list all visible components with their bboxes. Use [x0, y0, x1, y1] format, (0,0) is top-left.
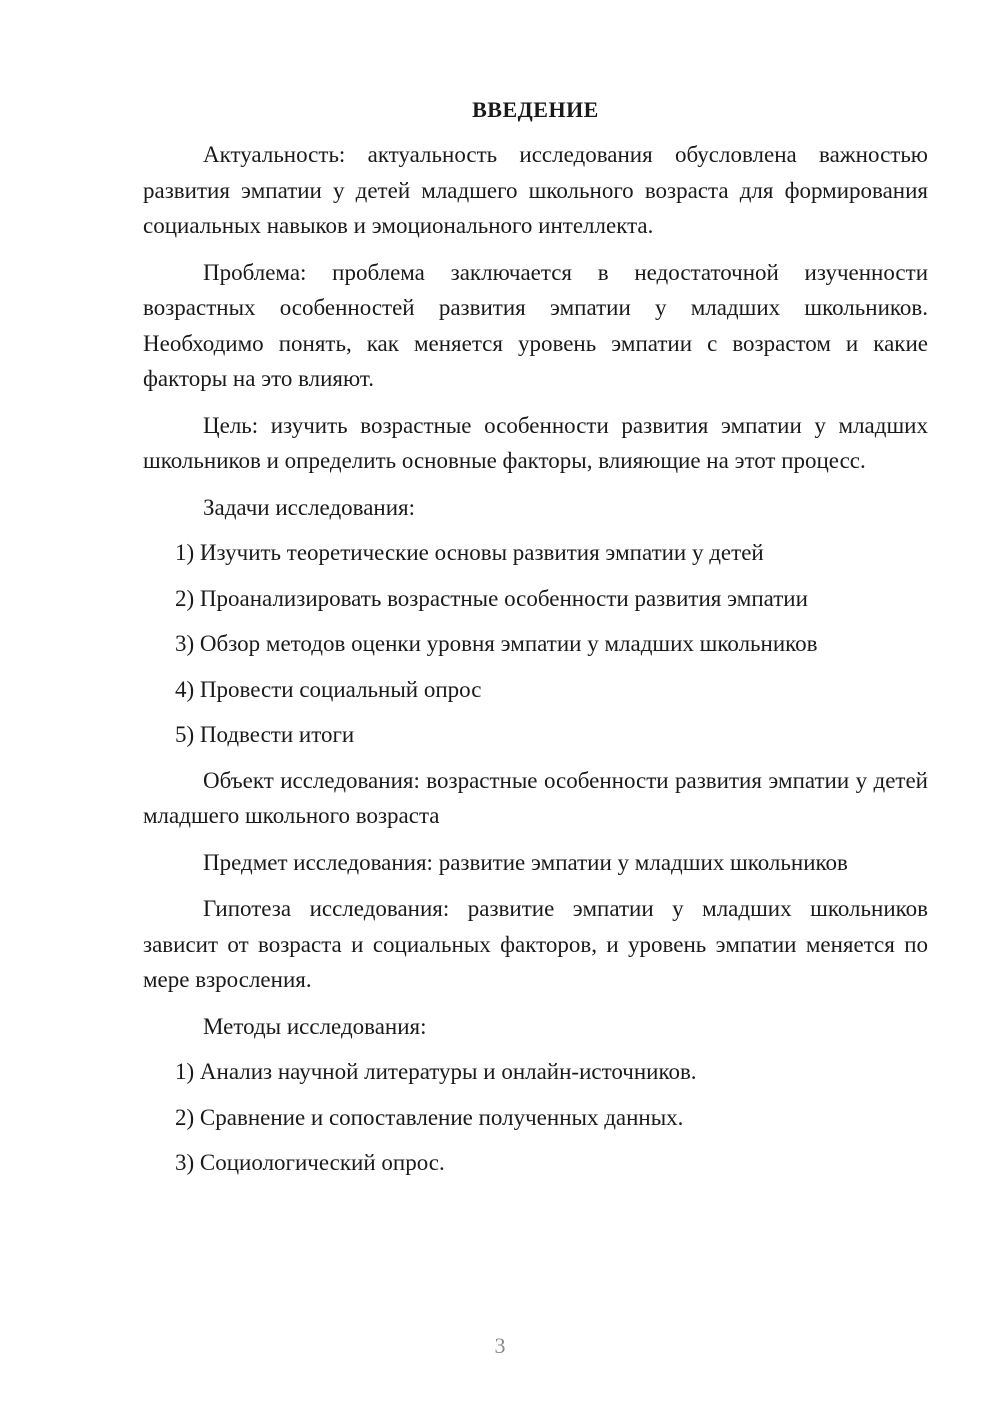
paragraph-hypothesis: Гипотеза исследования: развитие эмпатии у младших школьников зависит от возраста и социальных факторов, и уровень эмпатии меняется по мере взросления.	[143, 896, 928, 992]
paragraph-problem: Проблема: проблема заключается в недостаточной изученности возрастных особенностей развития эмпатии у младших школьников. Необходимо понять, как меняется уровень эмпатии с возрастом и какие факторы на это влияют.	[143, 259, 928, 391]
paragraph-relevance: Актуальность: актуальность исследования обусловлена важностью развития эмпатии у детей младшего школьного возраста для формирования социальных навыков и эмоционального интеллекта.	[143, 142, 928, 238]
list-item: 1) Изучить теоретические основы развития эмпатии у детей	[175, 540, 764, 565]
section-title: ВВЕДЕНИЕ	[472, 97, 599, 122]
paragraph-subject: Предмет исследования: развитие эмпатии у младших школьников	[203, 849, 848, 875]
page-content	[143, 95, 928, 1191]
tasks-list	[143, 535, 928, 753]
paragraph-object: Объект исследования: возрастные особенности развития эмпатии у детей младшего школьного возраста	[143, 767, 928, 828]
list-item: 2) Сравнение и сопоставление полученных данных.	[175, 1104, 684, 1130]
list-item: 1) Анализ научной литературы и онлайн-источников.	[175, 1059, 697, 1084]
list-item: 2) Проанализировать возрастные особенности развития эмпатии	[175, 585, 808, 611]
list-item: 3) Обзор методов оценки уровня эмпатии у младших школьников	[175, 631, 818, 656]
list-item: 3) Социологический опрос.	[175, 1150, 445, 1175]
methods-list	[143, 1054, 928, 1181]
page-number: 3	[494, 1333, 506, 1358]
tasks-heading: Задачи исследования:	[203, 494, 416, 520]
paragraph-goal: Цель: изучить возрастные особенности развития эмпатии у младших школьников и определить основные факторы, влияющие на этот процесс.	[143, 412, 928, 473]
list-item: 5) Подвести итоги	[175, 722, 355, 747]
methods-heading: Методы исследования:	[203, 1013, 427, 1039]
list-item: 4) Провести социальный опрос	[175, 676, 482, 702]
